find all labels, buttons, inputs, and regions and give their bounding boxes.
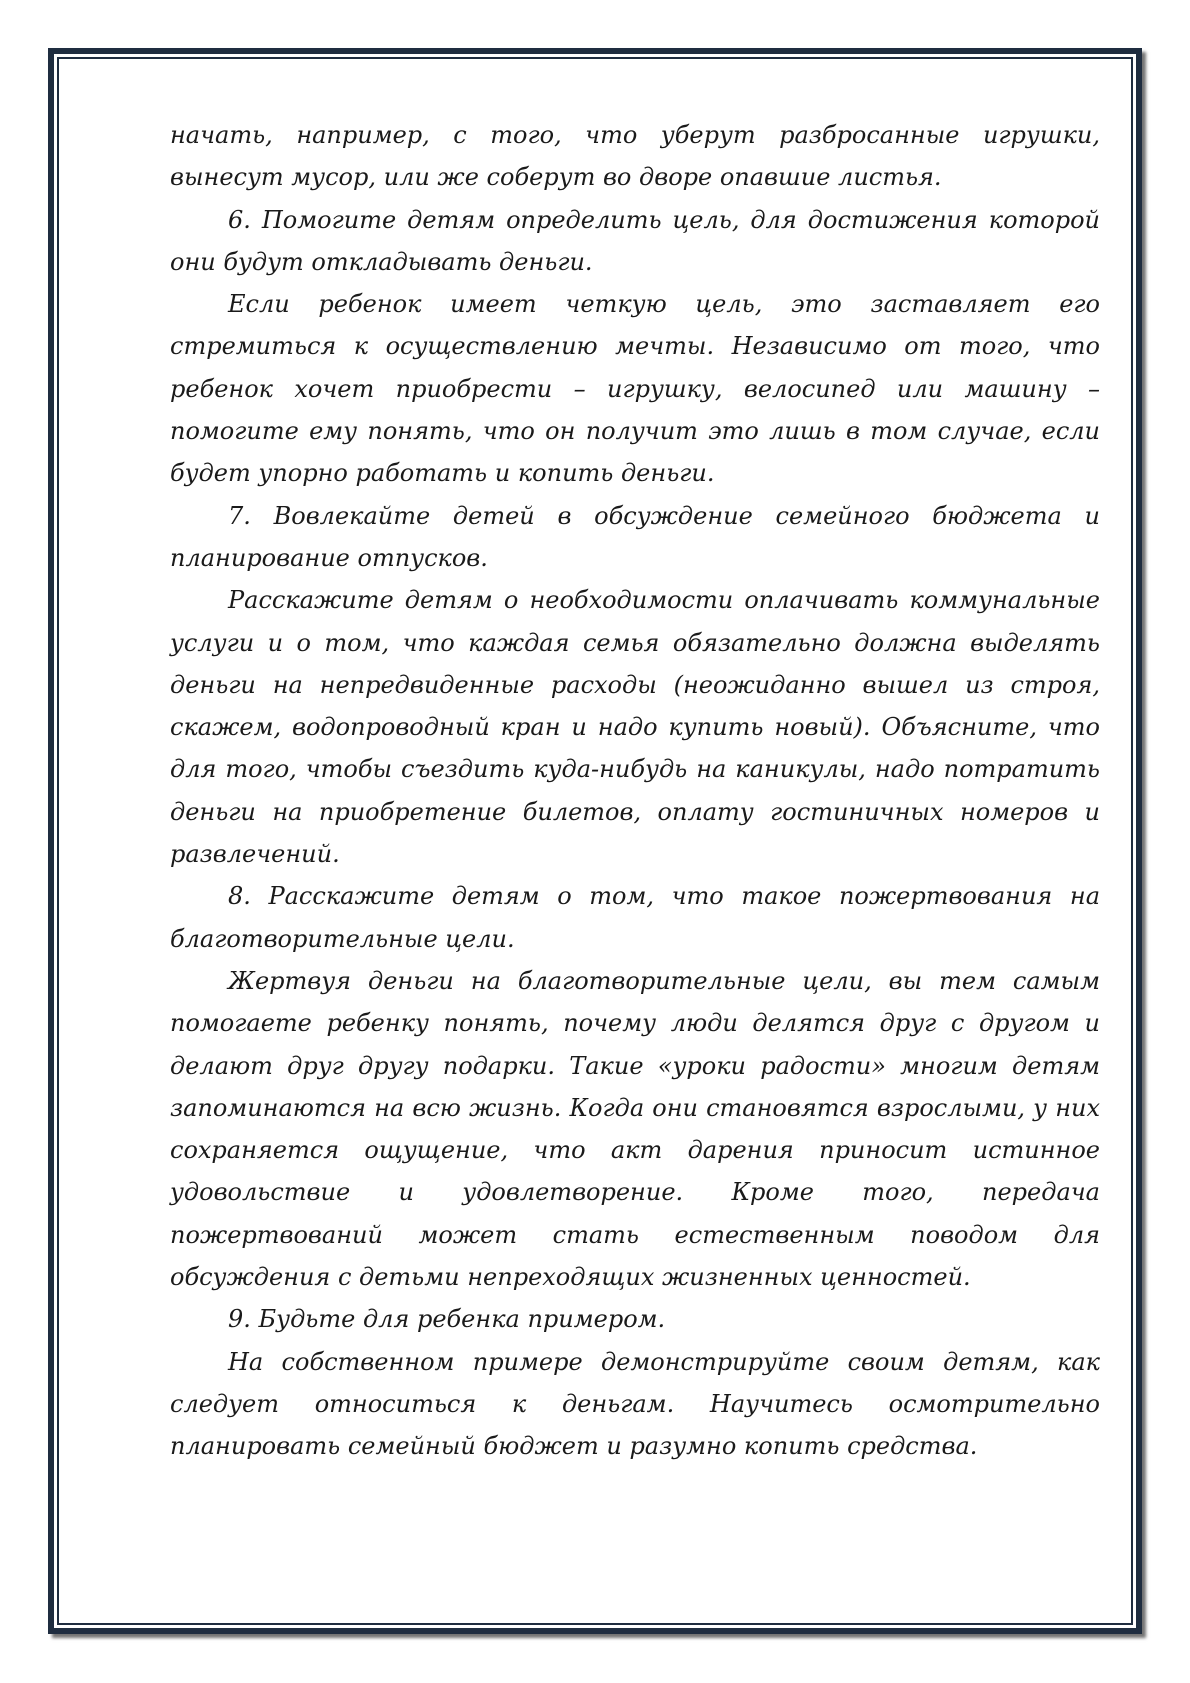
paragraph-continuation: начать, например, с того, что уберут разбросанные игрушки, вынесут мусор, или же соберут во дворе опавшие листья. [170,121,1100,192]
tip-6-heading: 6. Помогите детям определить цель, для достижения которой они будут откладывать деньги. [170,205,1100,276]
tip-7-body: Расскажите детям о необходимости оплачивать коммунальные услуги и о том, что каждая семья обязательно должна выделять деньги на непредвиденные расходы (неожиданно вышел из строя, скажем, водопроводный кран и надо купить новый). Объясните, что для того, чтобы съездить куда-нибудь на каникулы, надо потратить деньги на приобретение билетов, оплату гостиничных номеров и развлечений. [170,586,1100,869]
tip-8-body: Жертвуя деньги на благотворительные цели, вы тем самым помогаете ребенку понять, почему люди делятся друг с другом и делают друг другу подарки. Такие «уроки радости» многим детям запоминаются на всю жизнь. Когда они становятся взрослыми, у них сохраняется ощущение, что акт дарения приносит истинное удовольствие и удовлетворение. Кроме того, передача пожертвований может стать естественным поводом для обсуждения с детьми непреходящих жизненных ценностей. [170,966,1100,1292]
tip-7-heading: 7. Вовлекайте детей в обсуждение семейного бюджета и планирование отпусков. [170,501,1100,572]
tip-6-body: Если ребенок имеет четкую цель, это заставляет его стремиться к осуществлению мечты. Независимо от того, что ребенок хочет приобрести – игрушку, велосипед или машину – помогите ему понять, что он получит это лишь в том случае, если будет упорно работать и копить деньги. [170,290,1100,488]
tip-9-heading: 9. Будьте для ребенка примером. [228,1305,666,1334]
document-body [170,114,1100,1468]
tip-8-heading: 8. Расскажите детям о том, что такое пожертвования на благотворительные цели. [170,882,1100,953]
tip-9-body: На собственном примере демонстрируйте своим детям, как следует относиться к деньгам. Научитесь осмотрительно планировать семейный бюджет и разумно копить средства. [170,1347,1100,1461]
